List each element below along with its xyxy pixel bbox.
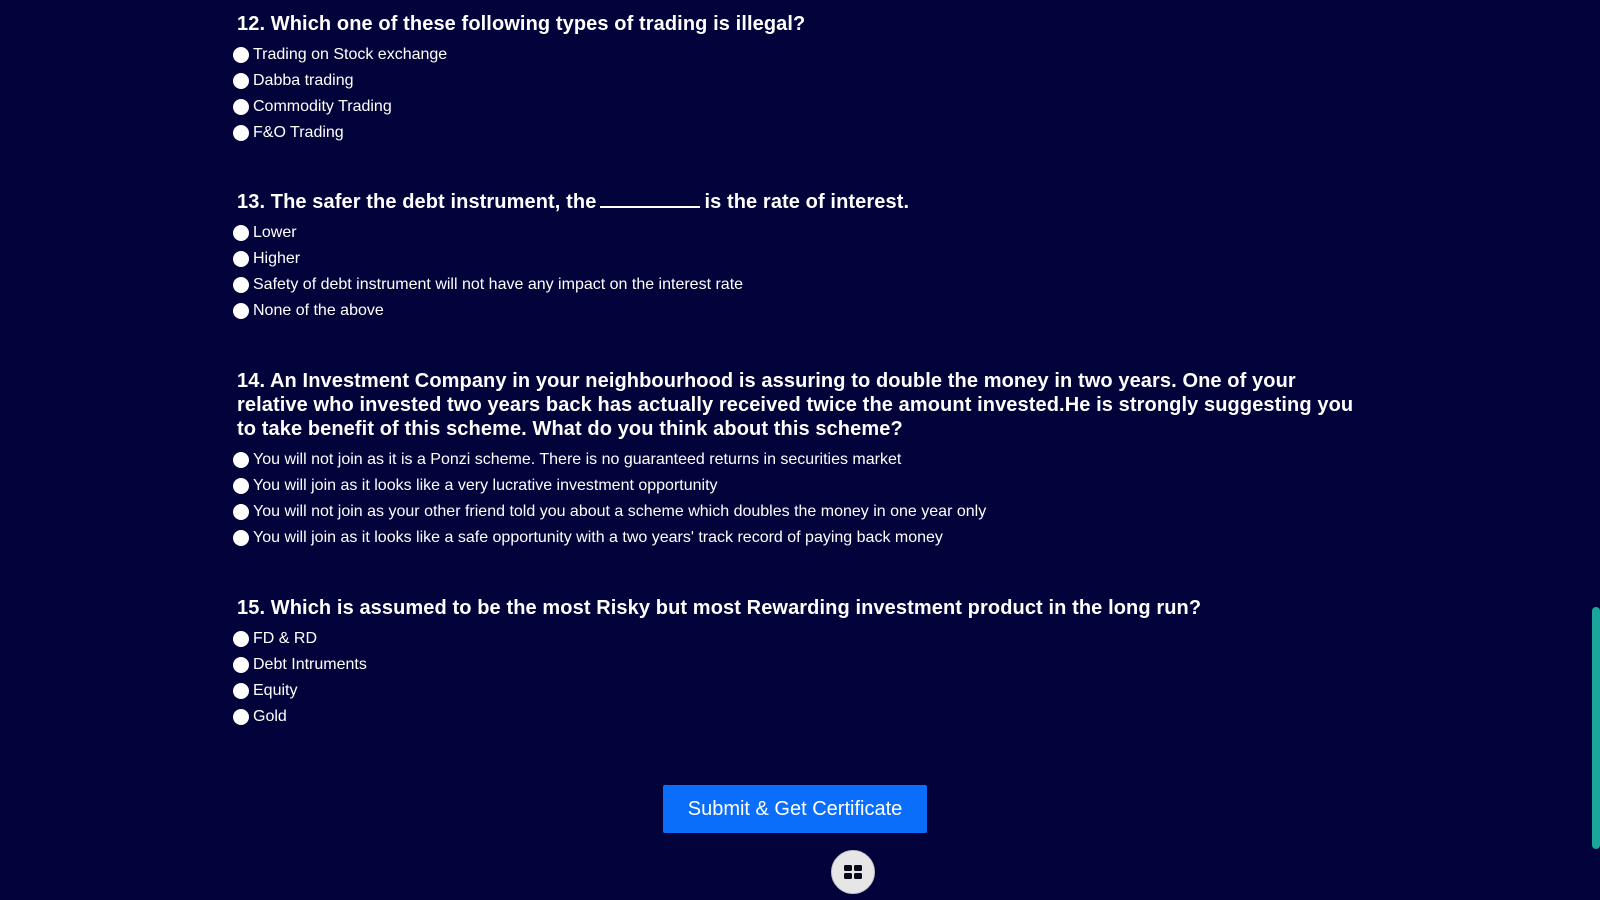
- option-label[interactable]: You will join as it looks like a very lucrative investment opportunity: [253, 477, 718, 494]
- radio-button[interactable]: [233, 478, 249, 494]
- option-item[interactable]: [233, 272, 1357, 298]
- radio-button[interactable]: [233, 683, 249, 699]
- option-label[interactable]: Lower: [253, 224, 297, 241]
- option-label[interactable]: Trading on Stock exchange: [253, 46, 448, 63]
- option-item[interactable]: [233, 652, 1357, 678]
- option-item[interactable]: [233, 42, 1357, 68]
- question-title: 14. An Investment Company in your neighbourhood is assuring to double the money in two years. One of your relative who invested two years back has actually received twice the amount invested.He is strongly suggesting you to take benefit of this scheme. What do you think about this scheme?: [237, 370, 1354, 440]
- floating-menu-button[interactable]: [831, 850, 875, 894]
- options-list: [237, 42, 1357, 146]
- option-label[interactable]: FD & RD: [253, 630, 317, 647]
- option-label[interactable]: Debt Intruments: [253, 656, 367, 673]
- option-item[interactable]: [233, 626, 1357, 652]
- option-label[interactable]: None of the above: [253, 302, 384, 319]
- question-title: 12. Which one of these following types of trading is illegal?: [237, 13, 806, 35]
- radio-button[interactable]: [233, 631, 249, 647]
- radio-button[interactable]: [233, 73, 249, 89]
- option-label[interactable]: You will not join as your other friend told you about a scheme which doubles the money in one year only: [253, 503, 987, 520]
- question-title-after: is the rate of interest.: [704, 191, 910, 213]
- options-list: [237, 626, 1357, 730]
- option-item[interactable]: [233, 525, 1357, 551]
- option-label[interactable]: F&O Trading: [253, 124, 344, 141]
- submit-get-certificate-button[interactable]: Submit & Get Certificate: [663, 785, 927, 833]
- option-label[interactable]: You will not join as it is a Ponzi scheme. There is no guaranteed returns in securities market: [253, 451, 902, 468]
- radio-button[interactable]: [233, 99, 249, 115]
- option-item[interactable]: [233, 68, 1357, 94]
- radio-button[interactable]: [233, 657, 249, 673]
- radio-button[interactable]: [233, 452, 249, 468]
- question-title: 15. Which is assumed to be the most Risky but most Rewarding investment product in the long run?: [237, 597, 1202, 619]
- question-13: [237, 190, 1357, 324]
- radio-button[interactable]: [233, 225, 249, 241]
- radio-button[interactable]: [233, 303, 249, 319]
- option-item[interactable]: [233, 94, 1357, 120]
- option-label[interactable]: Gold: [253, 708, 287, 725]
- radio-button[interactable]: [233, 530, 249, 546]
- radio-button[interactable]: [233, 47, 249, 63]
- radio-button[interactable]: [233, 709, 249, 725]
- option-item[interactable]: [233, 220, 1357, 246]
- radio-button[interactable]: [233, 277, 249, 293]
- grid-icon: [843, 864, 863, 880]
- option-item[interactable]: [233, 120, 1357, 146]
- question-title: [237, 190, 1357, 214]
- radio-button[interactable]: [233, 251, 249, 267]
- option-label[interactable]: Equity: [253, 682, 298, 699]
- option-item[interactable]: [233, 499, 1357, 525]
- option-label[interactable]: Safety of debt instrument will not have any impact on the interest rate: [253, 276, 744, 293]
- question-15: [237, 596, 1357, 730]
- option-item[interactable]: [233, 678, 1357, 704]
- option-item[interactable]: [233, 246, 1357, 272]
- option-label[interactable]: Commodity Trading: [253, 98, 392, 115]
- radio-button[interactable]: [233, 125, 249, 141]
- fill-blank: [600, 205, 700, 208]
- option-item[interactable]: [233, 447, 1357, 473]
- radio-button[interactable]: [233, 504, 249, 520]
- options-list: [237, 447, 1357, 551]
- option-item[interactable]: [233, 298, 1357, 324]
- options-list: [237, 220, 1357, 324]
- option-label[interactable]: You will join as it looks like a safe opportunity with a two years' track record of paying back money: [253, 529, 943, 546]
- option-item[interactable]: [233, 704, 1357, 730]
- question-title-before: 13. The safer the debt instrument, the: [237, 191, 597, 213]
- option-label[interactable]: Higher: [253, 250, 301, 267]
- question-14: [237, 369, 1357, 551]
- option-item[interactable]: [233, 473, 1357, 499]
- option-label[interactable]: Dabba trading: [253, 72, 354, 89]
- question-12: [237, 12, 1357, 146]
- scrollbar-thumb[interactable]: [1592, 607, 1600, 849]
